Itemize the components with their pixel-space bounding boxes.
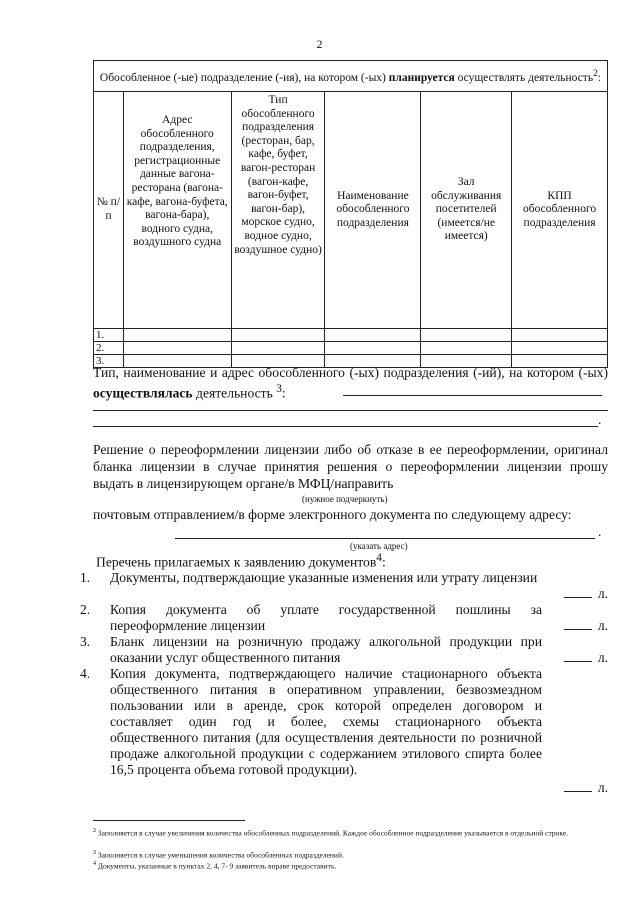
list-item-text: Копия документа, подтверждающего наличие стационарного объекта общественного питания в оперативном управлении, безвозмездном пользовании или в аренде, срок которой определен договором и составляет один год и более, схемы стационарного объекта общественного питания (для осуществления деятельности по розничной продаже алкогольной продукции с содержанием этилового спирта более 16,5 процента объема готовой продукции). [110,666,542,777]
list-item-text: Копия документа об уплате государственной пошлины за переоформление лицензии [110,602,542,633]
header-num: № п/п [94,92,124,329]
page-number: 2 [316,37,323,51]
attachments-title: Перечень прилагаемых к заявлению документов$^4$: [96,552,386,570]
footnote-ref: 4 [376,552,382,564]
table-header-row [94,92,608,329]
list-item [80,602,608,634]
previous-units-text: Тип, наименование и адрес обособленного (-ых) подразделения (-ий), на котором (-ых) осуществлялась деятельность $^3$: [93,365,608,401]
cell-hall[interactable] [421,342,512,355]
previous-units-end-mark: . [598,412,602,427]
sheet-count-field[interactable] [564,661,592,662]
cell-address[interactable] [123,342,231,355]
list-item [80,666,608,796]
row-number: 3. [94,355,124,368]
address-hint: (указать адрес) [350,541,408,551]
header-name: Наименование обособленного подразделения [325,92,421,329]
sheet-count: л. [542,780,608,796]
address-field[interactable] [175,538,595,539]
sheet-count-field[interactable] [564,791,592,792]
list-item-text: Бланк лицензии на розничную продажу алкогольной продукции при оказании услуг общественного питания [110,634,542,665]
row-number: 2. [94,342,124,355]
cell-type[interactable] [231,342,325,355]
sheet-count-field[interactable] [564,629,592,630]
cell-hall[interactable] [421,329,512,342]
header-kpp: КПП обособленного подразделения [512,92,608,329]
table-row [94,342,608,355]
header-hall: Зал обслуживания посетителей (имеется/не имеется) [421,92,512,329]
list-item-text: Документы, подтверждающие указанные изменения или утрату лицензии [110,570,538,585]
footnote: $^3$ Заполняется в случае уменьшения количества обособленных подразделений. [93,850,344,860]
decision-text: Решение о переоформлении лицензии либо об отказе в ее переоформлении, оригинал бланка лицензии в случае принятия решения о переоформлении лицензии прошу выдать в лицензирующем органе/в МФЦ/направить [93,442,608,491]
list-item-number: 2. [80,602,91,617]
previous-units-field-1[interactable] [343,395,602,396]
sheet-count: л. [542,586,608,602]
header-type: Тип обособленного подразделения (ресторан, бар, кафе, буфет, вагон-ресторан (вагон-кафе, вагон-буфет, вагон-бар), морское судно, водное судно, воздушное судно) [231,92,325,329]
footnote: $^2$ Заполняется в случае увеличения количества обособленных подразделений. Каждое обособленное подразделение указывается в отдельной строке. [93,828,569,838]
cell-kpp[interactable] [512,329,608,342]
header-address: Адрес обособленного подразделения, регистрационные данные вагона-ресторана (вагона-кафе, вагона-буфета, вагона-бара), водного судна, воздушного судна [123,92,231,329]
table-caption: Обособленное (-ые) подразделение (-ия), на котором (-ых) планируется осуществлять деятельность$^2$: [94,61,608,92]
list-item-number: 4. [80,666,91,681]
table-caption-row [94,61,608,92]
footnote-ref: 3 [276,383,282,395]
previous-units-field-3[interactable] [93,426,598,427]
table-row [94,329,608,342]
cell-name[interactable] [325,342,421,355]
previous-units-bold-word: осуществлялась [93,385,193,401]
sheet-count-field[interactable] [564,597,592,598]
previous-units-field-2[interactable] [93,410,608,411]
sheet-count: л. [542,650,608,666]
underline-hint: (нужное подчеркнуть) [302,494,388,504]
row-number: 1. [94,329,124,342]
cell-kpp[interactable] [512,342,608,355]
footnote: $^4$ Документы, указанные в пунктах 2, 4, 7- 9 заявитель вправе предоставить. [93,861,337,871]
list-item [80,570,608,602]
address-end-mark: . [598,524,602,539]
footnote-ref: 2 [593,68,598,80]
footnote-divider [93,820,245,821]
cell-type[interactable] [231,329,325,342]
cell-name[interactable] [325,329,421,342]
planned-units-table [93,60,608,368]
sheet-count: л. [542,618,608,634]
list-item-number: 1. [80,570,91,585]
list-item [80,634,608,666]
caption-bold-word: планируется [388,71,455,84]
decision-text-2: почтовым отправлением/в форме электронного документа по следующему адресу: [93,507,572,522]
list-item-number: 3. [80,634,91,649]
cell-address[interactable] [123,329,231,342]
